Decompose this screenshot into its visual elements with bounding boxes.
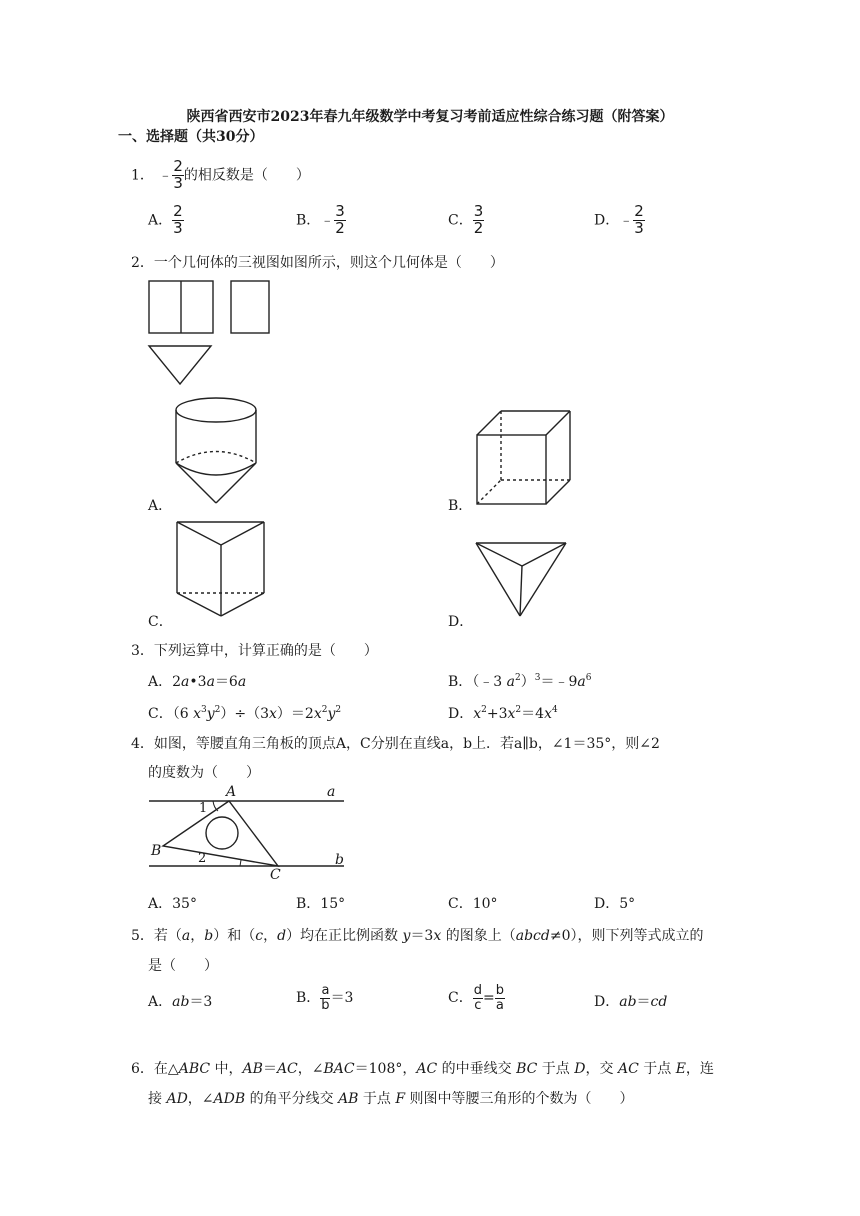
label-C: C [270,867,281,883]
q1-option-d[interactable]: D．﹣ $\frac{2}{3}$ [594,202,644,237]
stem-prefix: ﹣ [158,167,173,184]
q1-option-c[interactable]: C． $\frac{3}{2}$ [448,202,484,237]
q2-option-a[interactable]: A． [148,498,173,514]
question-6: 6．在△ABC 中，AB＝AC，∠BAC＝108°，AC 的中垂线交 BC 于点 D，交 AC 于点 E，连 [131,1061,714,1077]
q3-option-c[interactable]: C．（6 $x^3y^2)\div(3x)=2x^2y^2$ [148,705,342,722]
question-4: 4．如图，等腰直角三角板的顶点A，C分别在直线a，b上．若a∥b，∠1＝35°，则∠2 [131,736,660,752]
question-6-line2: 接 AD，∠ADB 的角平分线交 AB 于点 F 则图中等腰三角形的个数为（ ） [148,1091,634,1107]
stem-text: 的相反数是（ ） [183,167,310,184]
question-3: 3．下列运算中，计算正确的是（ ） [131,643,378,659]
q5-option-c[interactable]: C． $\frac{d}{c}$ = $\frac{b}{a}$ [448,983,504,1013]
q5-option-b[interactable]: B． $\frac{a}{b}$ ＝3 [296,983,354,1013]
label-angle-1: 1 [199,801,208,816]
q2-option-b[interactable]: B． [448,498,473,514]
label-B: B [151,843,162,859]
section-heading: 一、选择题（共30分） [118,129,264,145]
question-5: 5．若（a，b）和（c，d）均在正比例函数 y＝3x 的图象上（abcd≠0），则下列等式成立的 [131,928,704,944]
question-number: 1． [131,167,154,184]
label-angle-2: 2 [198,851,207,866]
question-4-line2: 的度数为（ ） [148,765,260,781]
q2-option-c[interactable]: C． [148,614,173,630]
page-title: 陕西省西安市2023年春九年级数学中考复习考前适应性综合练习题（附答案） [186,109,674,125]
triangle [163,801,278,866]
inner-circle [206,817,238,849]
label-A: A [226,784,237,800]
q4-option-a[interactable]: A．35° [148,896,197,912]
stem-fraction: $\frac{2}{3}$ [173,157,183,192]
question-2: 2．一个几何体的三视图如图所示，则这个几何体是（ ） [131,255,504,271]
question-5-line2: 是（ ） [148,958,218,974]
q5-option-a[interactable]: A．ab＝3 [148,994,213,1010]
q4-option-d[interactable]: D．5° [594,896,636,912]
label-a: a [327,784,336,800]
q1-option-a[interactable]: A． $\frac{2}{3}$ [148,202,183,237]
q1-option-b[interactable]: B．﹣ $\frac{3}{2}$ [296,202,345,237]
q2-option-d[interactable]: D． [448,614,474,630]
label-b: b [335,852,344,868]
q4-option-c[interactable]: C．10° [448,896,498,912]
q3-option-b[interactable]: B．（﹣3 $a^2)^3=﹣9a^6$ [448,673,592,690]
q5-option-d[interactable]: D．ab＝cd [594,994,668,1010]
q3-option-a[interactable]: A．2a•3a＝6a [148,674,247,690]
q4-option-b[interactable]: B．15° [296,896,346,912]
q3-option-d[interactable]: D．$x^2+3x^2=4x^4$ [448,705,558,722]
